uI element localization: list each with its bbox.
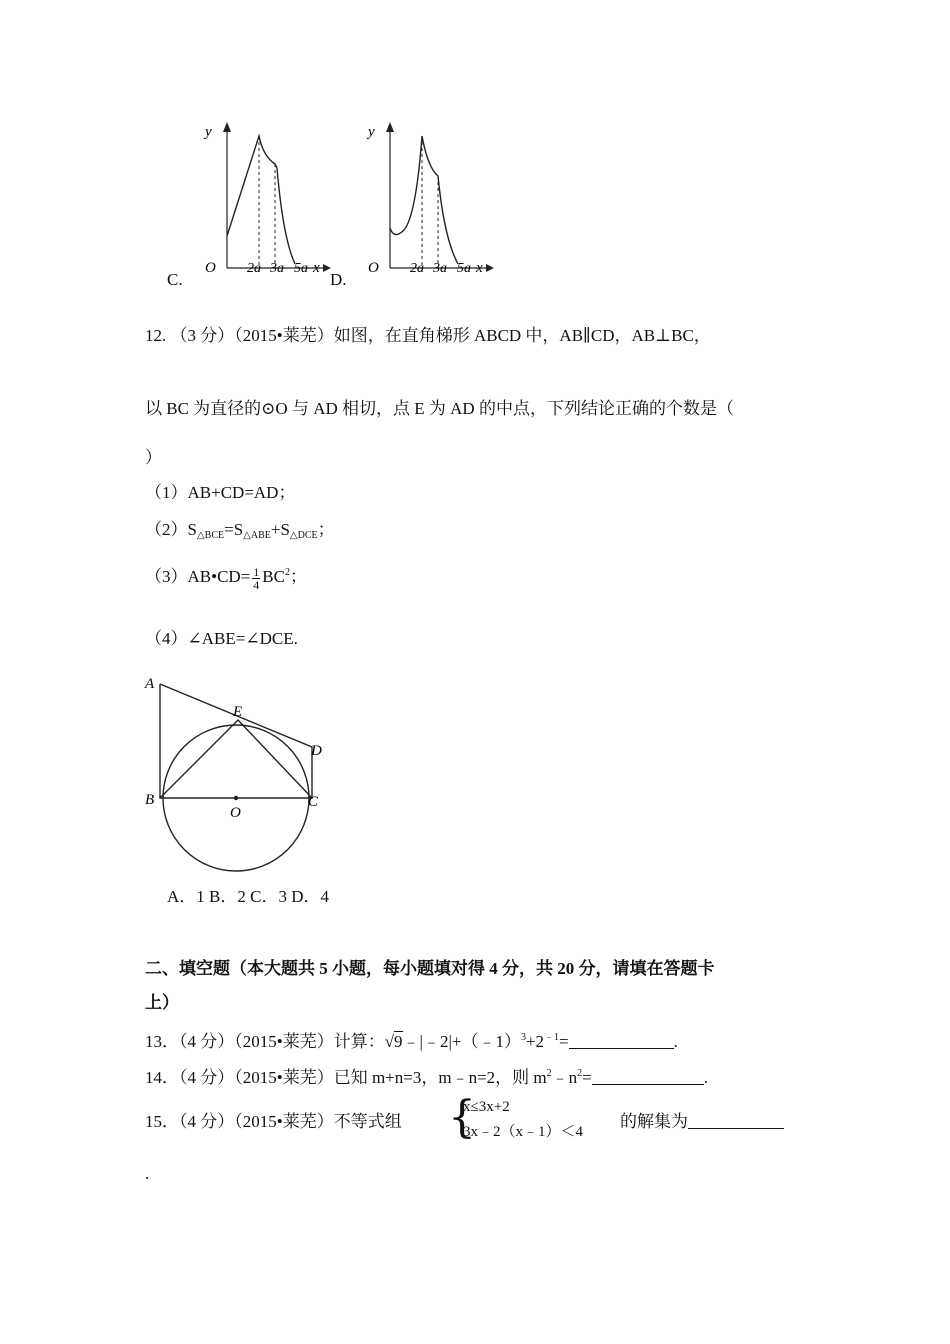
- tick-5a: 5a: [294, 261, 308, 276]
- q12-statement-3: [145, 562, 307, 591]
- trapezoid-circle-figure: [140, 670, 340, 875]
- q14-end: .: [703, 1068, 708, 1087]
- option-d-graph: [358, 118, 498, 278]
- q12-stem-2: 以 BC 为直径的⊙O 与 AD 相切，点 E 为 AD 的中点，下列结论正确的个数是（: [145, 399, 734, 418]
- option-c-graph: [195, 118, 335, 278]
- option-c-label: C.: [167, 270, 183, 289]
- q14-exp-m: 2: [546, 1068, 552, 1079]
- s3-prefix: （3）AB•CD=: [145, 567, 251, 586]
- s3-end: ；: [289, 567, 307, 586]
- s2-prefix: （2）: [145, 520, 188, 539]
- q13-plus: +2: [525, 1032, 545, 1051]
- q13-exp-neg1: ﹣1: [544, 1032, 560, 1043]
- label-d: D: [311, 743, 322, 759]
- s2-sub-bce: △BCE: [196, 530, 225, 541]
- answer-blank-14[interactable]: [592, 1068, 704, 1085]
- s2-plus: +S: [270, 520, 290, 539]
- s2-sub-abe: △ABE: [243, 530, 271, 541]
- curve-d: [390, 136, 458, 264]
- tick-3a: 3a: [270, 261, 284, 276]
- q14-exp-n: 2: [577, 1068, 583, 1079]
- y-label: y: [205, 124, 212, 140]
- x-label: x: [476, 260, 483, 276]
- answer-blank-13[interactable]: [569, 1032, 674, 1049]
- label-e: E: [233, 704, 243, 720]
- y-axis-arrow: [223, 122, 231, 132]
- s2-end: ；: [317, 520, 335, 539]
- fraction-numerator: 1: [253, 564, 260, 579]
- q14-eq: =: [582, 1068, 592, 1087]
- fraction-denominator: 4: [253, 577, 260, 592]
- system-brace: {: [448, 1092, 476, 1143]
- y-label: y: [368, 124, 375, 140]
- origin-label: O: [368, 260, 379, 276]
- y-axis-arrow: [386, 122, 394, 132]
- fraction-one-quarter: [252, 566, 260, 591]
- sqrt-sign: √: [384, 1032, 395, 1051]
- q15-prefix: 15．（4 分）（2015•莱芜）不等式组: [145, 1112, 402, 1131]
- s2-s: S: [187, 520, 197, 539]
- q12-statement-1: （1）AB+CD=AD；: [145, 483, 296, 502]
- q13-exp-3: 3: [520, 1032, 526, 1043]
- q12-options: A．1 B．2 C．3 D．4: [167, 887, 329, 906]
- label-c: C: [308, 794, 319, 810]
- q14-line: [145, 1063, 708, 1089]
- q12-source: （2015•莱芜）: [234, 326, 334, 345]
- tick-3a: 3a: [433, 261, 447, 276]
- q15-inequality-1: x≤3x+2: [463, 1099, 510, 1115]
- s2-sub-dce: △DCE: [289, 530, 318, 541]
- s3-exponent: 2: [284, 567, 290, 578]
- q13-radicand: 9: [394, 1032, 403, 1051]
- trapezoid-abcd: [160, 684, 312, 798]
- tick-5a: 5a: [457, 261, 471, 276]
- triangle-bec: [160, 720, 312, 798]
- q15-trail: .: [145, 1164, 150, 1183]
- origin-label: O: [205, 260, 216, 276]
- s2-eq: =S: [224, 520, 244, 539]
- q13-end: .: [673, 1032, 678, 1051]
- q13-mid: ﹣|﹣2|+（﹣1）: [402, 1032, 521, 1051]
- q12-number: 12.: [145, 326, 167, 345]
- tick-2a: 2a: [410, 261, 424, 276]
- q13-eq: =: [559, 1032, 569, 1051]
- q12-statement-4: （4）∠ABE=∠DCE.: [145, 629, 298, 648]
- q12-score: （3 分）: [170, 326, 235, 345]
- s3-bc: BC: [262, 567, 285, 586]
- q12-stem-1: 如图，在直角梯形 ABCD 中，AB∥CD，AB⊥BC，: [333, 326, 711, 345]
- curve-c: [227, 136, 295, 264]
- answer-blank-15[interactable]: [688, 1112, 784, 1129]
- x-label: x: [313, 260, 320, 276]
- label-a: A: [145, 676, 155, 692]
- section2-title-line2: 上）: [145, 993, 179, 1012]
- q13-prefix: 13．（4 分）（2015•莱芜）计算：: [145, 1032, 385, 1051]
- q12-line1: [145, 325, 711, 347]
- q12-statement-2: [145, 519, 335, 547]
- section2-title-line1: 二、填空题（本大题共 5 小题，每小题填对得 4 分，共 20 分，请填在答题卡: [145, 959, 715, 978]
- q12-stem-3: ）: [145, 448, 162, 467]
- label-b: B: [145, 792, 155, 808]
- x-axis-arrow: [486, 264, 494, 272]
- q14-mid: ﹣n: [551, 1068, 578, 1087]
- option-d-label: D.: [330, 270, 347, 289]
- q15-suffix-line: [620, 1111, 784, 1133]
- label-o: O: [230, 805, 241, 821]
- q15-inequality-2: 3x﹣2（x﹣1）＜4: [463, 1124, 584, 1140]
- q15-suffix: 的解集为: [620, 1112, 688, 1131]
- center-point: [234, 796, 238, 800]
- q13-line: [145, 1027, 678, 1053]
- tick-2a: 2a: [247, 261, 261, 276]
- q14-prefix: 14．（4 分）（2015•莱芜）已知 m+n=3，m﹣n=2，则 m: [145, 1068, 547, 1087]
